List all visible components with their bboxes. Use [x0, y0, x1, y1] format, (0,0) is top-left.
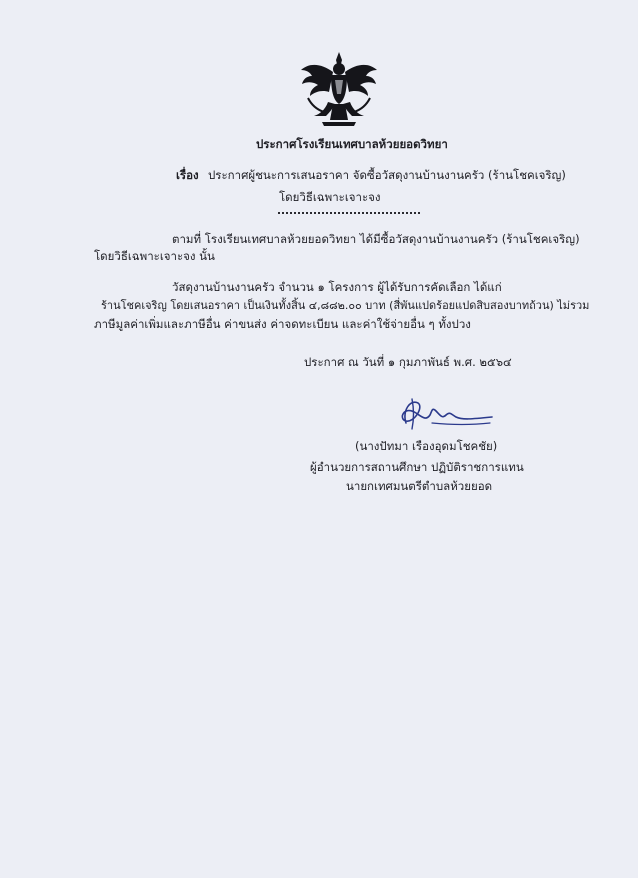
subject-label: เรื่อง	[176, 168, 199, 182]
signer-name: (นางปัทมา เรืองอุดมโชคชัย)	[355, 439, 498, 453]
subject-text: ประกาศผู้ชนะการเสนอราคา จัดซื้อวัสดุงานบ้านงานครัว (ร้านโชคเจริญ)	[208, 168, 566, 182]
subject-line-2: โดยวิธีเฉพาะเจาะจง	[279, 190, 381, 204]
signer-title-2: นายกเทศมนตรีตำบลห้วยยอด	[346, 479, 493, 493]
paragraph-1-line-2: โดยวิธีเฉพาะเจาะจง นั้น	[94, 249, 215, 263]
signer-title-1: ผู้อำนวยการสถานศึกษา ปฏิบัติราชการแทน	[310, 460, 524, 474]
garuda-emblem-icon	[298, 50, 380, 128]
paragraph-2-line-3: ภาษีมูลค่าเพิ่มและภาษีอื่น ค่าขนส่ง ค่าจดทะเบียน และค่าใช้จ่ายอื่น ๆ ทั้งปวง	[94, 317, 471, 331]
document-heading: ประกาศโรงเรียนเทศบาลห้วยยอดวิทยา	[256, 137, 448, 151]
paragraph-2-line-1: วัสดุงานบ้านงานครัว จำนวน ๑ โครงการ ผู้ได้รับการคัดเลือก ได้แก่	[172, 280, 502, 294]
paragraph-1-line-1: ตามที่ โรงเรียนเทศบาลห้วยยอดวิทยา ได้มีซื้อวัสดุงานบ้านงานครัว (ร้านโชคเจริญ)	[172, 232, 580, 246]
dotted-separator	[278, 212, 420, 214]
handwritten-signature-icon	[392, 393, 496, 433]
announcement-date: ประกาศ ณ วันที่ ๑ กุมภาพันธ์ พ.ศ. ๒๕๖๔	[304, 355, 512, 369]
paragraph-2-line-2: ร้านโชคเจริญ โดยเสนอราคา เป็นเงินทั้งสิ้น ๔,๘๘๒.๐๐ บาท (สี่พันแปดร้อยแปดสิบสองบาทถ้วน) ไม่รวม	[101, 299, 590, 312]
